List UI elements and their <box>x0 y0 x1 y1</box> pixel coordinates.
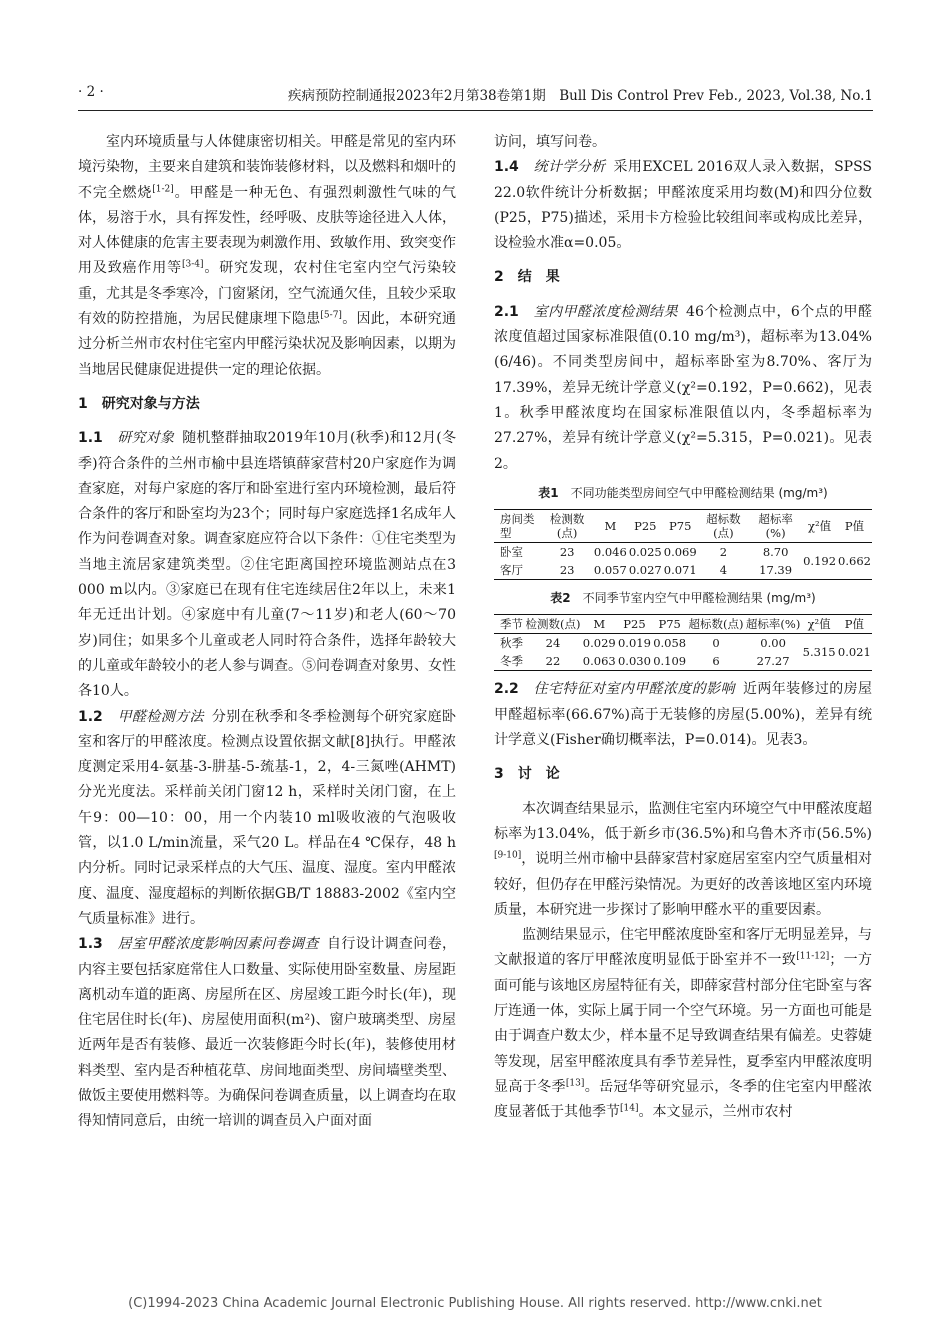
table-2-caption: 表2 不同季节室内空气中甲醛检测结果 (mg/m³) <box>550 591 816 606</box>
section-heading-methods: 1 研究对象与方法 <box>78 395 200 412</box>
table-row: 卧室 23 0.046 0.025 0.069 2 8.70 0.192 0.662 <box>494 543 872 562</box>
table-header: 检测数(点) <box>549 512 585 541</box>
continued-text: 访问，填写问卷。 <box>494 134 606 150</box>
table-header: M <box>604 519 617 534</box>
table-header: 超标数(点) <box>706 512 741 541</box>
subsection-1-1: 1.1 研究对象 随机整群抽取2019年10月(秋季)和12月(冬季)符合条件的兰州市榆中县连塔镇薛家营村20户家庭作为调查家庭，对每户家庭的客厅和卧室进行室内环境检测，最后符合条件的客厅和卧室均为23个；同时每户家庭选择1名成年人作为问卷调查对象。调查家庭应符合以下条件：①住宅类型为当地主流居家建筑类型。②住宅距离国控环境监测站点在3 000 m以内。③家庭已在现有住宅连续居住2年以上，未来1年无迁出计划。④家庭中有儿童(7～11岁)和老人(60～70岁)同住；如果多个儿童或老人同时符合条件，选择年龄较大的儿童或年龄较小的老人参与调查。⑤问卷调查对象男、女性各10人。 <box>78 430 456 700</box>
table-header: P值 <box>844 617 864 632</box>
p-value: 0.021 <box>837 645 871 660</box>
left-column <box>78 130 456 1135</box>
discussion-paragraph-1: 本次调查结果显示，监测住宅室内环境空气中甲醛浓度超标率为13.04%，低于新乡市(36.5%)和乌鲁木齐市(56.5%)[9-10]，说明兰州市榆中县薛家营村家庭居室室内空气质量相对较好，但仍存在甲醛污染情况。为更好的改善该地区室内环境质量，本研究进一步探讨了影响甲醛水平的重要因素。 <box>494 800 872 918</box>
table-header: P值 <box>844 519 865 534</box>
discussion-paragraph-2: 监测结果显示，住宅甲醛浓度卧室和客厅无明显差异，与文献报道的客厅甲醛浓度明显低于卧室并不一致[11-12]；一方面可能与该地区房屋特征有关，即薛家营村部分住宅卧室与客厅连通一体，实际上属于同一个空气环境。另一方面也可能是由于调查户数太少，样本量不足导致调查结果有偏差。史蓉婕等发现，居室甲醛浓度具有季节差异性，夏季室内甲醛浓度明显高于冬季[13]。岳冠华等研究显示，冬季的住宅室内甲醛浓度显著低于其他季节[14]。本文显示，兰州市农村 <box>494 927 873 1121</box>
table-header: χ²值 <box>808 519 832 534</box>
table-header: M <box>593 617 606 632</box>
table-1 <box>494 509 872 580</box>
table-header: χ²值 <box>807 617 831 632</box>
table-header: 超标数(点) <box>688 617 744 632</box>
intro-paragraph: 室内环境质量与人体健康密切相关。甲醛是常见的室内环境污染物，主要来自建筑和装饰装修材料，以及燃料和烟叶的不完全燃烧[1-2]。甲醛是一种无色、有强烈刺激性气味的气体，易溶于水，具有挥发性，经呼吸、皮肤等途径进入人体，对人体健康的危害主要表现为刺激作用、致敏作用、致突变作用及致癌作用等[3-4]。研究发现，农村住宅室内空气污染较重，尤其是冬季寒冷，门窗紧闭，空气流通欠佳，且较少采取有效的防控措施，为居民健康埋下隐患[5-7]。因此，本研究通过分析兰州市农村住宅室内甲醛污染状况及影响因素，以期为当地居民健康促进提供一定的理论依据。 <box>78 134 457 378</box>
table-2 <box>494 614 872 671</box>
right-column <box>494 130 872 1126</box>
table-row: 冬季 22 0.063 0.030 0.109 6 27.27 <box>494 652 872 671</box>
header-rule <box>78 110 873 111</box>
table-header: 超标率(%) <box>745 617 801 632</box>
journal-info: 疾病预防控制通报2023年2月第38卷第1期 Bull Dis Control Prev Feb., 2023, Vol.38, No.1 <box>288 88 873 104</box>
table-row: 客厅 23 0.057 0.027 0.071 4 17.39 <box>494 561 872 580</box>
subsection-1-3: 1.3 居室甲醛浓度影响因素问卷调查 自行设计调查问卷，内容主要包括家庭常住人口数量、实际使用卧室数量、房屋距离机动车道的距离、房屋所在区、房屋竣工距今时长(年)，现住宅居住时长(年)、房屋使用面积(m²)、窗户玻璃类型、房屋近两年是否有装修、最近一次装修距今时长(年)，装修使用材料类型、室内是否种植花草、房间地面类型、房间墙壁类型、做饭主要使用燃料等。为确保问卷调查质量，以上调查均在取得知情同意后，由统一培训的调查员入户面对面 <box>78 936 456 1130</box>
page-number: · 2 · <box>78 84 104 100</box>
table-header: 超标率(%) <box>758 512 793 541</box>
table-header: 房间类型 <box>500 512 535 541</box>
table-header: 检测数(点) <box>525 617 581 632</box>
table-header: 季节 <box>500 617 523 632</box>
section-heading-results: 2 结 果 <box>494 269 560 286</box>
table-1-caption: 表1 不同功能类型房间空气中甲醛检测结果 (mg/m³) <box>538 485 828 500</box>
subsection-1-4: 1.4 统计学分析 采用EXCEL 2016双人录入数据，SPSS 22.0软件统计分析数据；甲醛浓度采用均数(M)和四分位数(P25，P75)描述，采用卡方检验比较组间率或构成比差异，设检验水准α=0.05。 <box>494 159 873 252</box>
chi2-value: 0.192 <box>803 554 837 569</box>
copyright-footer: (C)1994-2023 China Academic Journal Electronic Publishing House. All rights reserved. http://www.cnki.net <box>128 1296 822 1311</box>
p-value: 0.662 <box>838 554 871 569</box>
running-header <box>78 84 873 108</box>
table-header: P75 <box>658 617 681 632</box>
subsection-2-1: 2.1 室内甲醛浓度检测结果 46个检测点中，6个点的甲醛浓度值超过国家标准限值(0.10 mg/m³)，超标率为13.04%(6/46)。不同类型房间中，超标率卧室为8.70%、客厅为17.39%，差异无统计学意义(χ²=0.192，P=0.662)，见表1。秋季甲醛浓度均在国家标准限值以内，冬季超标率为27.27%，差异有统计学意义(χ²=5.315，P=0.021)。见表2。 <box>494 303 872 472</box>
table-header: P25 <box>634 519 657 534</box>
subsection-1-2: 1.2 甲醛检测方法 分别在秋季和冬季检测每个研究家庭卧室和客厅的甲醛浓度。检测点设置依据文献[8]执行。甲醛浓度测定采用4-氨基-3-肼基-5-巯基-1，2，4-三氮唑(AHMT)分光光度法。采样前关闭门窗12 h，采样时关闭门窗，在上午9：00—10：00，用一个内装10 ml吸收液的气泡吸收管，以1.0 L/min流量，采气20 L。样品在4 ℃保存，48 h内分析。同时记录采样点的大气压、温度、湿度。室内甲醛浓度、温度、湿度超标的判断依据GB/T 18883-2002《室内空气质量标准》进行。 <box>78 708 456 927</box>
table-header: P25 <box>623 617 646 632</box>
table-row: 秋季 24 0.029 0.019 0.058 0 0.00 5.315 0.021 <box>494 634 872 653</box>
chi2-value: 5.315 <box>802 645 836 660</box>
subsection-2-2: 2.2 住宅特征对室内甲醛浓度的影响 近两年装修过的房屋甲醛超标率(66.67%)高于无装修的房屋(5.00%)，差异有统计学意义(Fisher确切概率法，P=0.014)。见表3。 <box>494 681 872 749</box>
table-header: P75 <box>669 519 692 534</box>
section-heading-discussion: 3 讨 论 <box>494 766 560 783</box>
